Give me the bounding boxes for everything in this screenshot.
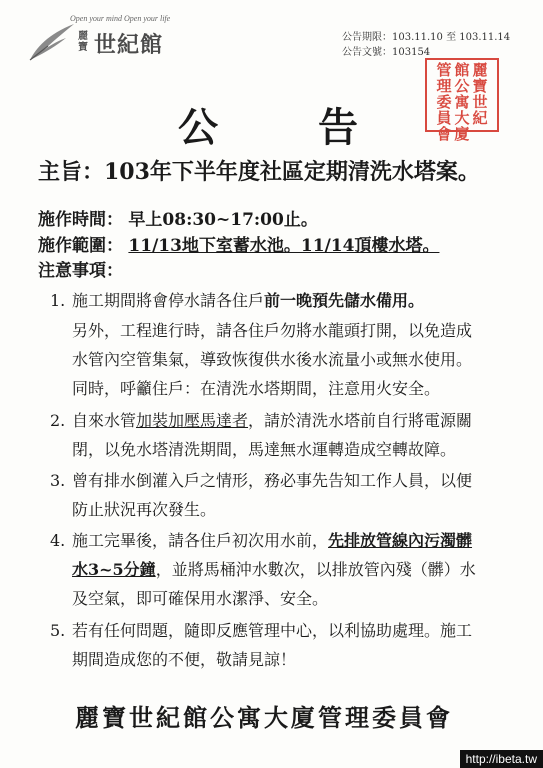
seal-column: 管理委員會 — [436, 61, 452, 143]
page-title: 公 告 — [178, 104, 388, 151]
logo — [26, 14, 176, 64]
list-item-line: 期間造成您的不便，敬請見諒！ — [72, 650, 297, 669]
list-item-line: 同時，呼籲住戶：在清洗水塔期間，注意用火安全。 — [72, 379, 441, 398]
list-item-line: 另外，工程進行時，請各住戶勿將水龍頭打開，以免造成 — [72, 321, 473, 340]
official-seal — [425, 58, 499, 143]
list-item-line: 水3~5分鐘，並將馬桶沖水數次，以排放管內殘（髒）水 — [72, 560, 476, 579]
list-item-line: 防止狀況再次發生。 — [72, 500, 217, 519]
list-item-line: 水管內空管集氣，導致恢復供水後水流量小或無水使用。 — [72, 350, 473, 369]
notes-heading: 注意事項： — [38, 261, 123, 281]
watermark-url: http://ibeta.tw — [460, 750, 543, 768]
work-range-value: 11/13地下室蓄水池。11/14頂樓水塔。 — [128, 236, 440, 256]
logo-tagline: Open your mind Open your life — [70, 14, 171, 23]
seal-column: 館公寓大廈 — [454, 61, 470, 143]
work-time — [38, 205, 318, 230]
seal-column: 麗寶世紀 — [472, 61, 488, 127]
notice-period: 公告期限：103.11.10 至 103.11.14 — [342, 32, 511, 43]
work-time-label: 施作時間： — [38, 210, 123, 230]
list-item: 5. 若有任何問題，隨即反應管理中心，以利協助處理。施工 — [50, 621, 473, 640]
list-item-line: 及空氣，即可確保用水潔淨、安全。 — [72, 589, 329, 608]
work-range — [38, 231, 439, 256]
quill-icon — [26, 20, 78, 62]
work-range-label: 施作範圍： — [38, 236, 123, 256]
list-item: 3. 曾有排水倒灌入戶之情形，務必事先告知工作人員，以便 — [50, 471, 473, 490]
signature-committee: 麗寶世紀館公寓大廈管理委員會 — [75, 703, 453, 732]
list-item: 1. 施工期間將會停水請各住戶前一晚預先儲水備用。 — [50, 291, 425, 310]
subject-line: 主旨：103年下半年度社區定期清洗水塔案。 — [38, 159, 480, 185]
list-item-line: 閉，以免水塔清洗期間，馬達無水運轉造成空轉故障。 — [72, 440, 457, 459]
list-item: 2. 自來水管加裝加壓馬達者，請於清洗水塔前自行將電源關 — [50, 411, 473, 430]
logo-name: 世紀館 — [94, 32, 164, 58]
work-time-value: 早上08:30~17:00止。 — [128, 210, 318, 230]
document-number: 公告文號：103154 — [342, 47, 431, 58]
logo-small-text: 麗寶 — [78, 31, 88, 53]
list-item: 4. 施工完畢後，請各住戶初次用水前，先排放管線內污濁髒 — [50, 531, 473, 550]
